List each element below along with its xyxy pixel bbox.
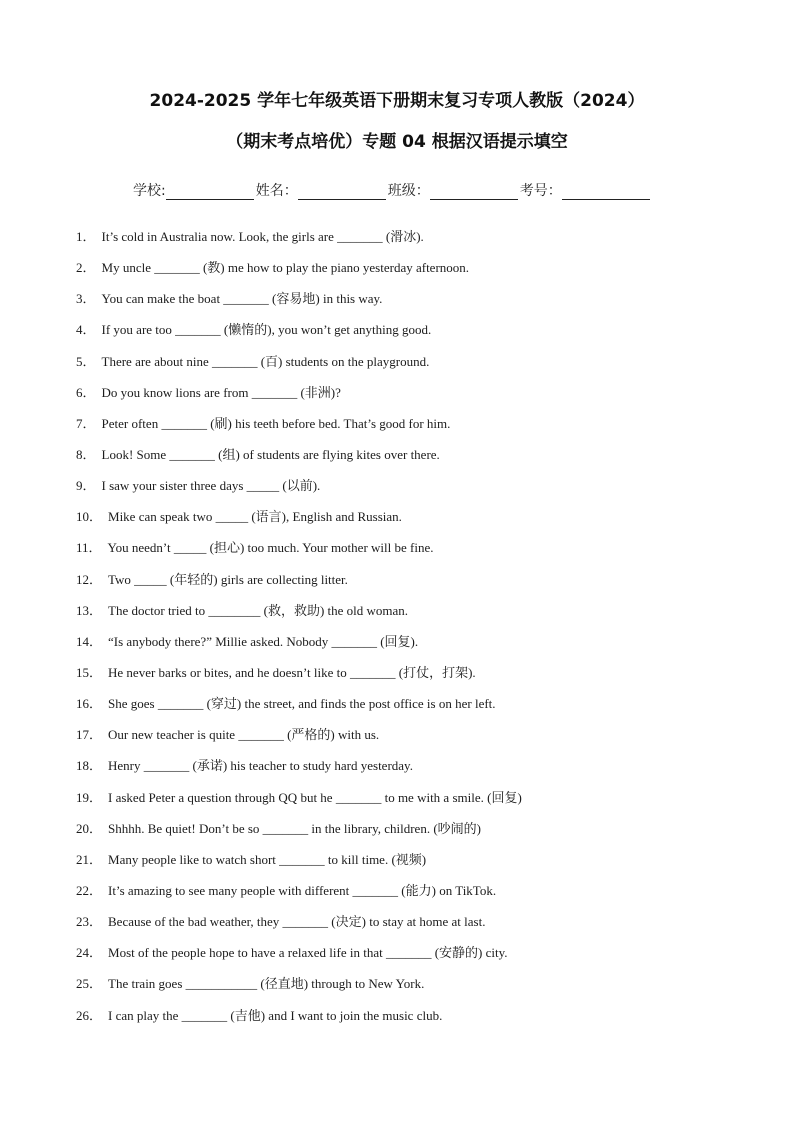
question-text: The train goes ___________ (径直地) through to New York. bbox=[108, 976, 425, 992]
question-item bbox=[76, 352, 756, 383]
question-text: Mike can speak two _____ (语言), English and Russian. bbox=[108, 509, 402, 525]
question-number: 11． bbox=[76, 540, 102, 556]
question-number: 23． bbox=[76, 914, 103, 930]
question-item bbox=[76, 974, 756, 1005]
question-text: Peter often _______ (刷) his teeth before bed. That’s good for him. bbox=[101, 415, 451, 431]
question-item bbox=[76, 819, 756, 850]
school-label: 学校: bbox=[133, 183, 166, 199]
question-text: If you are too _______ (懒惰的), you won’t get anything good. bbox=[101, 322, 432, 338]
question-item bbox=[76, 756, 756, 787]
student-info-row bbox=[133, 180, 652, 200]
question-number: 21． bbox=[76, 851, 103, 867]
question-number: 1． bbox=[76, 229, 96, 244]
question-number: 2． bbox=[76, 260, 96, 276]
question-text: There are about nine _______ (百) students on the playground. bbox=[101, 353, 430, 369]
question-text: Henry _______ (承诺) his teacher to study hard yesterday. bbox=[108, 758, 413, 774]
question-number: 9． bbox=[76, 478, 96, 494]
class-label: 班级： bbox=[387, 183, 430, 199]
question-text: It’s cold in Australia now. Look, the girls are _______ (滑冰). bbox=[101, 229, 424, 244]
question-number: 13． bbox=[76, 602, 103, 618]
question-number: 6． bbox=[76, 384, 96, 400]
question-item bbox=[76, 227, 756, 258]
school-blank[interactable] bbox=[166, 185, 254, 200]
question-number: 17． bbox=[76, 727, 103, 743]
class-blank[interactable] bbox=[430, 185, 518, 200]
name-blank[interactable] bbox=[298, 185, 386, 200]
question-item bbox=[76, 570, 756, 601]
question-number: 18． bbox=[76, 758, 103, 774]
question-number: 15． bbox=[76, 664, 103, 680]
name-field bbox=[256, 180, 388, 200]
question-item bbox=[76, 663, 756, 694]
question-item bbox=[76, 912, 756, 943]
question-number: 22． bbox=[76, 882, 103, 898]
question-item bbox=[76, 632, 756, 663]
question-number: 24． bbox=[76, 945, 103, 961]
name-label: 姓名： bbox=[255, 183, 298, 199]
question-number: 19． bbox=[76, 789, 103, 805]
question-item bbox=[76, 538, 756, 569]
question-number: 16． bbox=[76, 696, 103, 712]
question-number: 4． bbox=[76, 322, 96, 338]
question-text: You can make the boat _______ (容易地) in this way. bbox=[101, 291, 383, 307]
question-text: You needn’t _____ (担心) too much. Your mother will be fine. bbox=[107, 540, 434, 556]
question-text: He never barks or bites, and he doesn’t like to _______ (打仗，打架). bbox=[108, 664, 476, 680]
question-text: Two _____ (年轻的) girls are collecting litter. bbox=[108, 571, 348, 587]
exam-number-field bbox=[520, 180, 652, 200]
question-item bbox=[76, 383, 756, 414]
question-item bbox=[76, 943, 756, 974]
question-text: I asked Peter a question through QQ but he _______ to me with a smile. (回复) bbox=[108, 789, 522, 805]
question-item bbox=[76, 694, 756, 725]
question-text: Look! Some _______ (组) of students are flying kites over there. bbox=[101, 446, 440, 462]
worksheet-subtitle: （期末考点培优）专题 04 根据汉语提示填空 bbox=[226, 132, 568, 152]
question-item bbox=[76, 601, 756, 632]
question-text: “Is anybody there?” Millie asked. Nobody _______ (回复). bbox=[108, 633, 419, 649]
question-text: Do you know lions are from _______ (非洲)? bbox=[101, 384, 341, 400]
question-text: Many people like to watch short _______ to kill time. (视频) bbox=[108, 851, 427, 867]
question-item bbox=[76, 1006, 756, 1037]
question-number: 3． bbox=[76, 291, 96, 307]
question-item bbox=[76, 414, 756, 445]
question-item bbox=[76, 320, 756, 351]
question-item bbox=[76, 445, 756, 476]
question-item bbox=[76, 788, 756, 819]
worksheet-title: 2024-2025 学年七年级英语下册期末复习专项人教版（2024） bbox=[149, 91, 645, 111]
question-number: 26． bbox=[76, 1007, 103, 1023]
question-text: The doctor tried to ________ (救，救助) the old woman. bbox=[108, 602, 409, 618]
question-text: Most of the people hope to have a relaxed life in that _______ (安静的) city. bbox=[108, 945, 508, 961]
question-number: 12． bbox=[76, 571, 103, 587]
question-text: Our new teacher is quite _______ (严格的) with us. bbox=[108, 727, 380, 743]
question-text: My uncle _______ (教) me how to play the piano yesterday afternoon. bbox=[101, 260, 470, 276]
question-number: 10． bbox=[76, 509, 103, 525]
question-text: I saw your sister three days _____ (以前). bbox=[101, 478, 321, 494]
question-text: It’s amazing to see many people with different _______ (能力) on TikTok. bbox=[108, 882, 497, 898]
question-list bbox=[76, 227, 756, 1037]
question-number: 8． bbox=[76, 446, 96, 462]
question-text: I can play the _______ (吉他) and I want to join the music club. bbox=[108, 1007, 443, 1023]
question-item bbox=[76, 258, 756, 289]
question-text: Shhhh. Be quiet! Don’t be so _______ in the library, children. (吵闹的) bbox=[108, 820, 481, 836]
question-item bbox=[76, 881, 756, 912]
question-item bbox=[76, 725, 756, 756]
class-field bbox=[388, 180, 520, 200]
question-text: Because of the bad weather, they _______ (决定) to stay at home at last. bbox=[108, 914, 486, 930]
question-number: 25． bbox=[76, 976, 103, 992]
question-item bbox=[76, 850, 756, 881]
question-number: 14． bbox=[76, 633, 103, 649]
school-field bbox=[133, 180, 256, 200]
question-number: 20． bbox=[76, 820, 103, 836]
question-item bbox=[76, 476, 756, 507]
question-item bbox=[76, 289, 756, 320]
exam-number-blank[interactable] bbox=[562, 185, 650, 200]
question-item bbox=[76, 507, 756, 538]
question-text: She goes _______ (穿过) the street, and finds the post office is on her left. bbox=[108, 696, 496, 712]
question-number: 5． bbox=[76, 353, 96, 369]
question-number: 7． bbox=[76, 415, 96, 431]
exam-number-label: 考号： bbox=[519, 183, 562, 199]
